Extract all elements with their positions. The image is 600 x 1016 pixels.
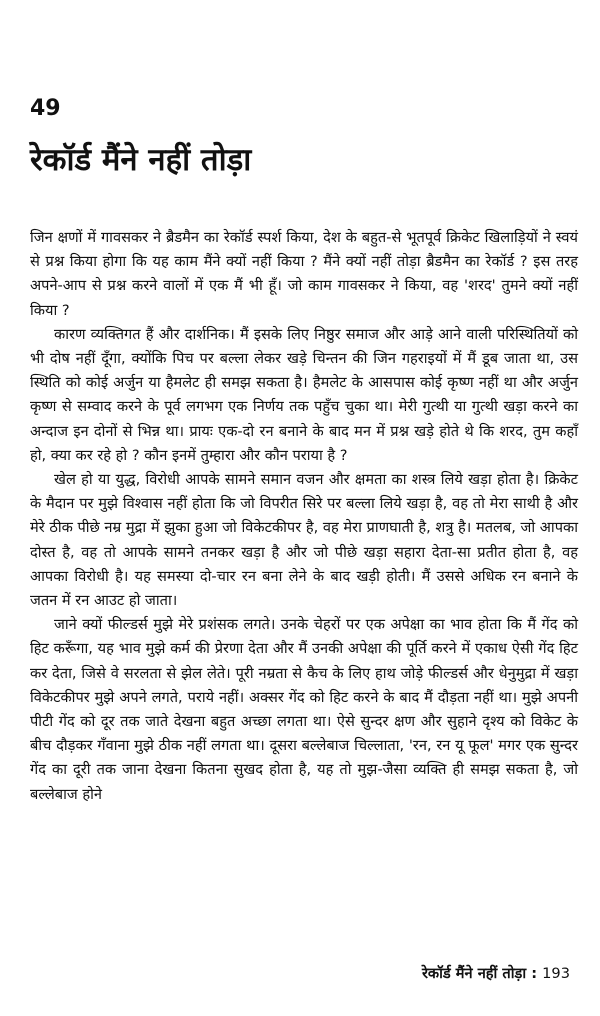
paragraph: जाने क्यों फील्डर्स मुझे मेरे प्रशंसक लगते। उनके चेहरों पर एक अपेक्षा का भाव होता कि मैं गेंद को हिट करूँगा, यह भाव मुझे कर्म की प्रेरणा देता और मैं उनकी अपेक्षा की पूर्ति करने में एकाध ऐसी गेंद हिट कर देता, जिसे वे सरलता से झेल लेते। पूरी नम्रता से कैच के लिए हाथ जोड़े फील्डर्स और धेनुमुद्रा में खड़ा विकेटकीपर मुझे अपने लगते, पराये नहीं। अक्सर गेंद को हिट करने के बाद मैं दौड़ता नहीं था। मुझे अपनी पीटी गेंद को दूर तक जाते देखना बहुत अच्छा लगता था। ऐसे सुन्दर क्षण और सुहाने दृश्य को विकेट के बीच दौड़कर गँवाना मुझे ठीक नहीं लगता था। दूसरा बल्लेबाज चिल्लाता, 'रन, रन यू फूल' मगर एक सुन्दर गेंद का दूरी तक जाना देखना कितना सुखद होता है, यह तो मुझ-जैसा व्यक्ति ही समझ सकता है, जो बल्लेबाज होने bbox=[30, 616, 578, 803]
page-footer bbox=[422, 962, 570, 986]
page-number: 193 bbox=[542, 965, 570, 982]
paragraph: कारण व्यक्तिगत हैं और दार्शनिक। मैं इसके लिए निष्ठुर समाज और आड़े आने वाली परिस्थितियों को भी दोष नहीं दूँगा, क्योंकि पिच पर बल्ला लेकर खड़े चिन्तन की जिन गहराइयों में मैं डूब जाता था, उस स्थिति को कोई अर्जुन या हैमलेट ही समझ सकता है। हैमलेट के आसपास कोई कृष्ण नहीं था और अर्जुन कृष्ण से सम्वाद करने के पूर्व लगभग एक निर्णय तक पहुँच चुका था। मेरी गुत्थी या गुत्थी खड़ा करने का अन्दाज इन दोनों से भिन्न था। प्रायः एक-दो रन बनाने के बाद मन में प्रश्न खड़े होते थे कि शरद, तुम कहाँ हो, क्या कर रहे हो ? कौन इनमें तुम्हारा और कौन पराया है ? bbox=[30, 325, 578, 464]
paragraph: जिन क्षणों में गावसकर ने ब्रैडमैन का रेकॉर्ड स्पर्श किया, देश के बहुत-से भूतपूर्व क्रिकेट खिलाड़ियों ने स्वयं से प्रश्न किया होगा कि यह काम मैंने क्यों नहीं किया ? मैंने क्यों नहीं तोड़ा ब्रैडमैन का रेकॉर्ड ? इस तरह अपने-आप से प्रश्न करने वालों में एक मैं भी हूँ। जो काम गावसकर ने किया, वह 'शरद' तुमने क्यों नहीं किया ? bbox=[30, 229, 578, 319]
chapter-title: रेकॉर्ड मैंने नहीं तोड़ा bbox=[30, 142, 252, 178]
running-title: रेकॉर्ड मैंने नहीं तोड़ा bbox=[421, 965, 527, 982]
paragraph: खेल हो या युद्ध, विरोधी आपके सामने समान वजन और क्षमता का शस्त्र लिये खड़ा होता है। क्रिकेट के मैदान पर मुझे विश्वास नहीं होता कि जो विपरीत सिरे पर बल्ला लिये खड़ा है, वह तो मेरा साथी है और मेरे ठीक पीछे नम्र मुद्रा में झुका हुआ जो विकेटकीपर है, वह मेरा प्राणघाती है, शत्रु है। मतलब, जो आपका दोस्त है, वह तो आपके सामने तनकर खड़ा है और जो पीछे खड़ा सहारा देता-सा प्रतीत होता है, वह आपका विरोधी है। यह समस्या दो-चार रन बना लेने के बाद खड़ी होती। मैं उससे अधिक रन बनाने के जतन में रन आउट हो जाता। bbox=[30, 471, 578, 610]
chapter-number: 49 bbox=[30, 96, 61, 121]
body-text bbox=[30, 226, 578, 807]
footer-separator: : bbox=[531, 965, 538, 982]
